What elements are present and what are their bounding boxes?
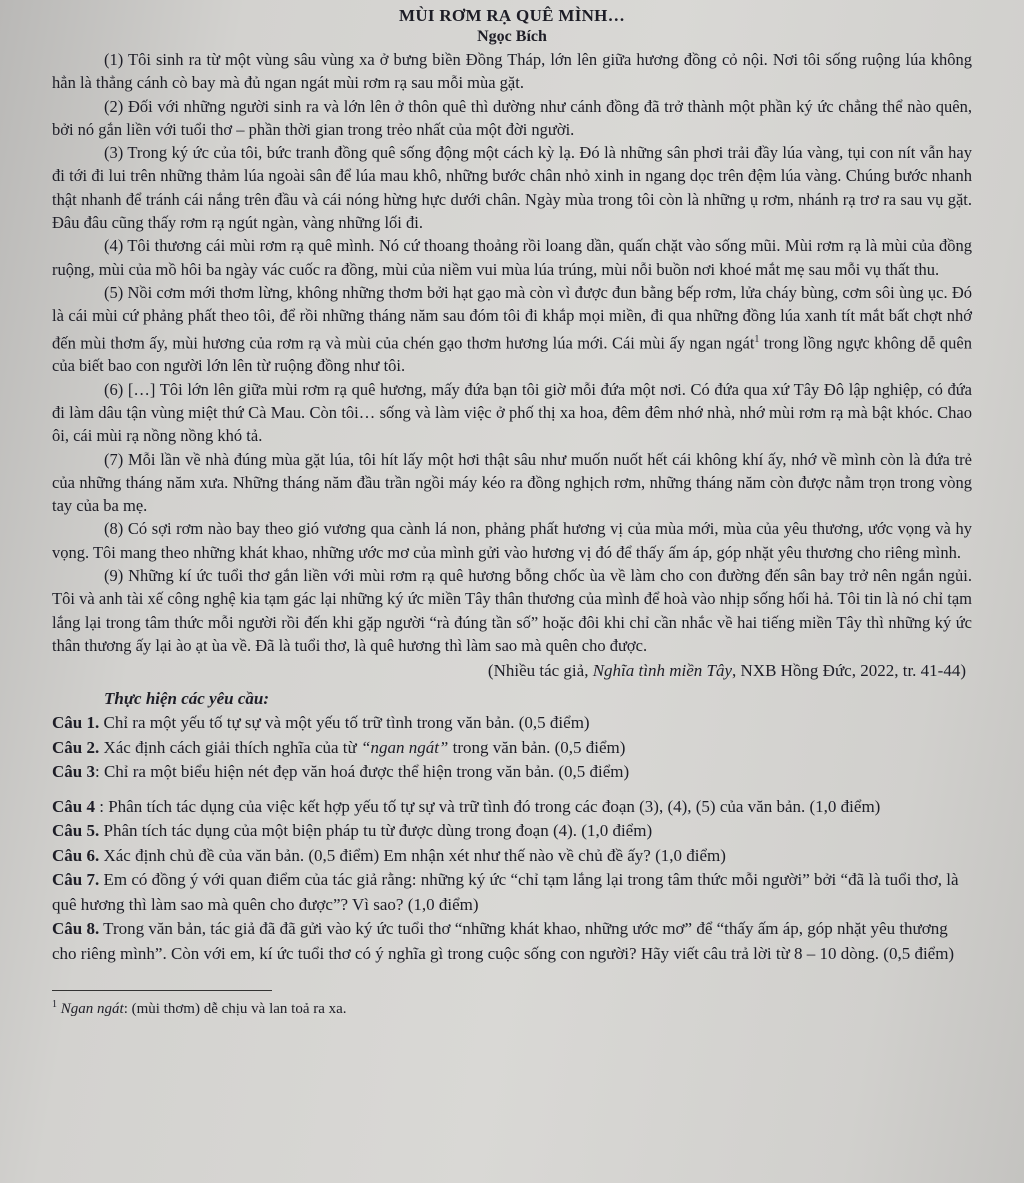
question-5 — [52, 819, 972, 844]
question-label: Câu 4 — [52, 796, 95, 816]
paragraph-6: (6) […] Tôi lớn lên giữa mùi rơm rạ quê hương, mấy đứa bạn tôi giờ mỗi đứa một nơi. Có đứa qua xứ Tây Đô lập nghiệp, có đứa đi làm dâu tận vùng miệt thứ Cà Mau. Còn tôi… sống và làm việc ở phố thị xa hoa, đêm đêm nhớ nhà, nhớ mùi rơm rạ mà bật khóc. Chao ôi, cái mùi rạ nồng nồng khó tả. — [52, 379, 972, 446]
footnote-definition: : (mùi thơm) dễ chịu và lan toả ra xa. — [123, 1001, 347, 1018]
footnote-marker: 1 — [754, 333, 760, 345]
question-label: Câu 1. — [52, 713, 100, 733]
paragraph-1: (1) Tôi sinh ra từ một vùng sâu vùng xa ở bưng biền Đồng Tháp, lớn lên giữa hương đồng cỏ nội. Nơi tôi sống ruộng lúa không hẳn là thẳng cánh cò bay mà đủ ngan ngát mùi rơm rạ sau mỗi mùa gặt. — [52, 50, 972, 93]
paragraph-9: (9) Những kí ức tuổi thơ gắn liền với mùi rơm rạ quê hương bỗng chốc ùa về làm cho con đường đến sân bay trở nên ngắn ngủi. Tôi và anh tài xế công nghệ kia tạm gác lại những ký ức miền Tây thân thương của mình để hoà vào nhịp sống hối hả. Tôi tin là nó chỉ tạm lắng lại trong tâm thức mỗi người rồi đến khi gặp người “rà đúng tần số” hoặc đôi khi chỉ cần nhắc về hai tiếng miền Tây thì những ký ức thân thương ấy lại ào ạt ùa về. Đã là tuổi thơ, là quê hương thì làm sao mà quên cho được. — [52, 566, 972, 655]
question-text: : Phân tích tác dụng của việc kết hợp yếu tố tự sự và trữ tình đó trong các đoạn (3), (4), (5) của văn bản. (1,0 điểm) — [94, 796, 881, 816]
question-label: Câu 8. — [52, 919, 100, 939]
question-7 — [52, 868, 972, 917]
paragraph-8: (8) Có sợi rơm nào bay theo gió vương qua cành lá non, phảng phất hương vị của mùa mới, mùa của yêu thương, ước vọng và hy vọng. Tôi mang theo những khát khao, những ước mơ của mình gửi vào hương vị đó để thấy ấm áp, góp nhặt yêu thương cho riêng mình. — [52, 519, 972, 562]
footnote-number: 1 — [52, 999, 57, 1011]
source-citation — [52, 659, 966, 683]
requirements-heading: Thực hiện các yêu cầu: — [104, 689, 270, 709]
reading-passage — [52, 48, 972, 657]
document-title: MÙI RƠM RẠ QUÊ MÌNH… — [398, 6, 626, 25]
question-1 — [52, 711, 972, 736]
paragraph-4: (4) Tôi thương cái mùi rơm rạ quê mình. Nó cứ thoang thoảng rồi loang dần, quấn chặt vào sống mũi. Mùi rơm rạ là mùi của đồng ruộng, mùi của mồ hôi ba ngày vác cuốc ra đồng, mùi của niềm vui mùa lúa trúng, mùi nỗi buồn nơi khoé mắt mẹ sau mỗi vụ thất thu. — [52, 236, 972, 279]
question-4 — [52, 795, 972, 820]
question-label: Câu 3 — [52, 762, 95, 782]
question-text: Xác định cách giải thích nghĩa của từ — [99, 737, 361, 757]
author-name: Ngọc Bích — [477, 28, 547, 45]
source-prefix: (Nhiều tác giả, — [487, 661, 593, 681]
question-label: Câu 6. — [52, 845, 100, 865]
paragraph-2: (2) Đối với những người sinh ra và lớn lên ở thôn quê thì dường như cánh đồng đã trở thành một phần ký ức chẳng thể nào quên, bởi nó gắn liền với tuổi thơ – phần thời gian trong trẻo nhất của một đời người. — [52, 96, 972, 139]
exam-page — [52, 0, 972, 1018]
question-text: Chỉ ra một yếu tố tự sự và một yếu tố trữ tình trong văn bản. (0,5 điểm) — [99, 713, 590, 733]
question-text: Xác định chủ đề của văn bản. (0,5 điểm) Em nhận xét như thế nào về chủ đề ấy? (1,0 điểm) — [99, 845, 726, 865]
question-6 — [52, 844, 972, 869]
question-text: : Chỉ ra một biểu hiện nét đẹp văn hoá được thể hiện trong văn bản. (0,5 điểm) — [94, 762, 630, 782]
footnote-term: Ngan ngát — [60, 1001, 124, 1018]
question-term: “ngan ngát” — [361, 737, 449, 757]
question-label: Câu 7. — [52, 870, 100, 890]
question-text-after: trong văn bản. (0,5 điểm) — [448, 737, 626, 757]
question-text: Em có đồng ý với quan điểm của tác giả rằng: những ký ức “chỉ tạm lắng lại trong tâm thức mỗi người” bởi “đã là tuổi thơ, là quê hương thì làm sao mà quên cho được”? Vì sao? (1,0 điểm) — [52, 870, 959, 914]
question-3 — [52, 760, 972, 785]
paragraph-7: (7) Mỗi lần về nhà đúng mùa gặt lúa, tôi hít lấy một hơi thật sâu như muốn nuốt hết cái không khí ấy, nhớ về mình còn là đứa trẻ của những tháng năm xưa. Những tháng năm đầu trần ngồi máy kéo ra đồng nghịch rơm, những tháng năm còn được nằm trọn trong vòng tay của ba mẹ. — [52, 449, 972, 516]
question-label: Câu 5. — [52, 821, 100, 841]
paragraph-5 — [52, 281, 972, 378]
paragraph-5-text: (5) Nồi cơm mới thơm lừng, không những thơm bởi hạt gạo mà còn vì được đun bằng bếp rơm, lửa cháy bùng, cơm sôi ùng ục. Đó là cái mùi cứ phảng phất theo tôi, để rồi những tháng năm sau đóm tôi đi khắp mọi miền, đi qua những đồng lúa xanh tít mắt bất chợt nhớ đến mùi thơm ấy, mùi hương của rơm rạ và mùi của chén gạo thơm hương lúa mới. Cái mùi ấy ngan ngát — [52, 282, 972, 353]
footnote-divider — [52, 990, 272, 991]
source-suffix: , NXB Hồng Đức, 2022, tr. 41-44) — [732, 661, 966, 681]
footnote — [52, 999, 972, 1018]
question-label: Câu 2. — [52, 737, 100, 757]
paragraph-5-text-after: trong lồng ngực không dễ quên của biết bao con người lớn lên từ ruộng đồng như tôi. — [52, 333, 972, 376]
question-text: Trong văn bản, tác giả đã đã gửi vào ký ức tuổi thơ “những khát khao, những ước mơ” để “thấy ấm áp, góp nhặt yêu thương cho riêng mình”. Còn với em, kí ức tuổi thơ có ý nghĩa gì trong cuộc sống con người? Hãy viết câu trả lời từ 8 – 10 dòng. (0,5 điểm) — [52, 919, 955, 963]
question-text: Phân tích tác dụng của một biện pháp tu từ được dùng trong đoạn (4). (1,0 điểm) — [99, 821, 653, 841]
paragraph-3: (3) Trong ký ức của tôi, bức tranh đồng quê sống động một cách kỳ lạ. Đó là những sân phơi trải đầy lúa vàng, tụi con nít vẫn hay đi tới đi lui trên những thảm lúa ngoài sân để lúa mau khô, những bước chân nhỏ xinh in ngang dọc trên đệm lúa vàng. Chúng bước nhanh thật nhanh để tránh cái nắng trên đầu và cái nóng hừng hực dưới chân. Ngày mùa trong tôi còn là những ụ rơm, nhánh rạ trơ ra sau vụ gặt. Đâu đâu cũng thấy rơm rạ ngút ngàn, vàng những lối đi. — [52, 143, 972, 233]
question-8 — [52, 917, 972, 966]
question-2 — [52, 736, 972, 761]
question-list — [52, 711, 972, 966]
source-book-title: Nghĩa tình miền Tây — [592, 661, 733, 681]
